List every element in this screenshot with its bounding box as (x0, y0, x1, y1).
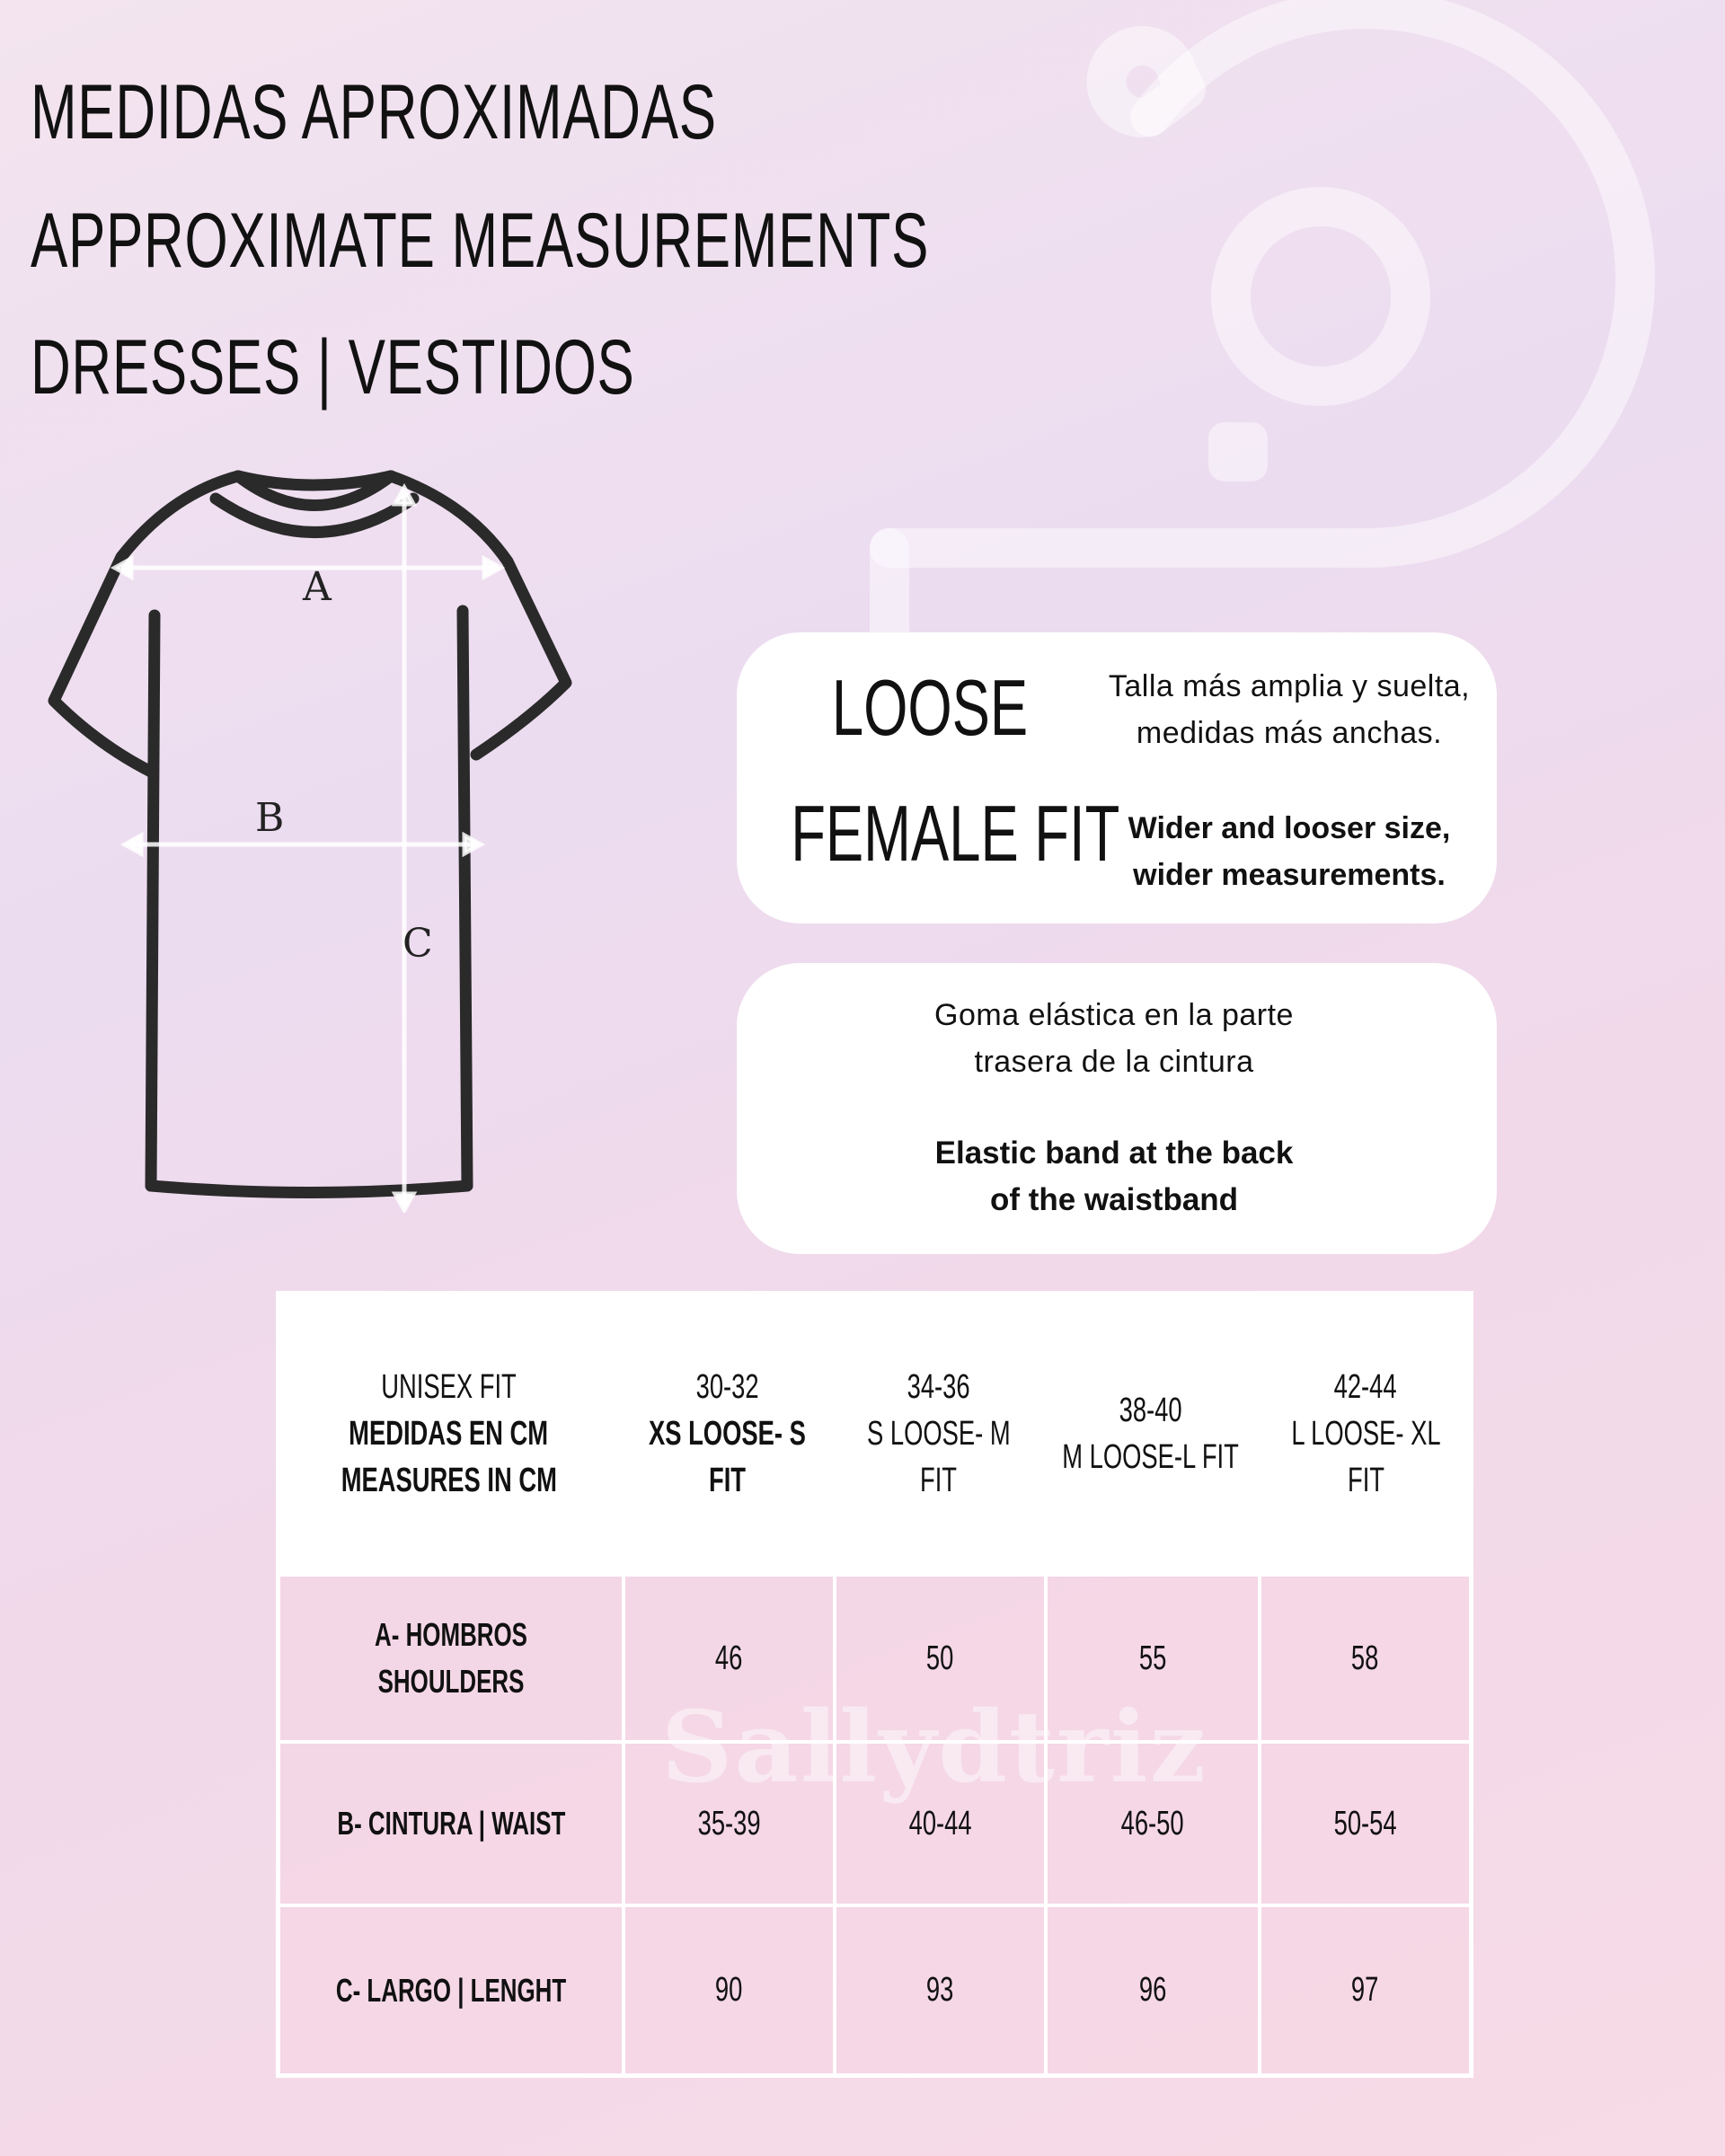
title-spanish: MEDIDAS APROXIMADAS (31, 69, 717, 155)
table-cell: 93 (836, 1907, 1044, 2073)
fit-description-spanish (1087, 663, 1491, 756)
title-english: APPROXIMATE MEASUREMENTS (31, 198, 930, 284)
grid-line (276, 1904, 1473, 1907)
table-cell: 35-39 (625, 1744, 833, 1904)
size-range: 34-36 (907, 1368, 970, 1406)
table-row-label (280, 1577, 622, 1740)
table-cell: 90 (625, 1907, 833, 2073)
size-fit-line1: S LOOSE- M (866, 1415, 1011, 1453)
header-size-col-3 (1044, 1291, 1258, 1577)
fit-title-female-fit: FEMALE FIT (791, 789, 1120, 878)
fit-description-english (1087, 805, 1491, 898)
fit-info-card (737, 632, 1497, 923)
size-fit-line1: L LOOSE- XL (1290, 1415, 1441, 1453)
elastic-description-spanish (737, 992, 1491, 1085)
diagram-label-a: A (303, 564, 332, 610)
table-cell: 50-54 (1261, 1744, 1469, 1904)
row-label-line2: SHOULDERS (377, 1663, 525, 1700)
size-range: 30-32 (695, 1368, 759, 1406)
fit-es-line1: Talla más amplia y suelta, (1108, 669, 1471, 703)
size-fit-line2: FIT (708, 1462, 747, 1499)
row-label-line1: B- CINTURA | WAIST (337, 1805, 565, 1842)
table-cell: 58 (1261, 1577, 1469, 1740)
grid-line (276, 2073, 1473, 2078)
table-cell: 40-44 (836, 1744, 1044, 1904)
elastic-es-line2: trasera de la cintura (974, 1045, 1254, 1079)
header-medidas-en-cm: MEDIDAS EN CM (349, 1415, 549, 1453)
grid-line (833, 1577, 836, 2078)
size-range: 38-40 (1119, 1392, 1182, 1429)
header-measures-in-cm: MEASURES IN CM (341, 1462, 557, 1499)
fit-en-line2: wider measurements. (1133, 858, 1446, 892)
table-row-label (280, 1907, 622, 2073)
title-category: DRESSES | VESTIDOS (31, 324, 635, 411)
fit-title-loose: LOOSE (831, 663, 1029, 752)
elastic-en-line2: of the waistband (989, 1182, 1239, 1217)
header-size-col-1 (622, 1291, 833, 1577)
header-label-cell (276, 1291, 622, 1577)
diagram-label-c: C (402, 921, 433, 967)
elastic-en-line1: Elastic band at the back (934, 1135, 1294, 1171)
elastic-description-english (737, 1130, 1491, 1224)
fit-es-line2: medidas más anchas. (1136, 716, 1443, 750)
size-range: 42-44 (1333, 1368, 1397, 1406)
header-size-col-4 (1258, 1291, 1473, 1577)
grid-line (1258, 1577, 1261, 2078)
table-row-label (280, 1744, 622, 1904)
row-label-line1: C- LARGO | LENGHT (335, 1971, 567, 2009)
table-cell: 55 (1048, 1577, 1258, 1740)
brand-watermark: Sallydtriz (660, 1689, 1208, 1805)
table-cell: 46-50 (1048, 1744, 1258, 1904)
grid-line (1469, 1577, 1473, 2078)
grid-line (276, 1577, 280, 2078)
table-cell: 50 (836, 1577, 1044, 1740)
table-cell: 46 (625, 1577, 833, 1740)
fit-en-line1: Wider and looser size, (1128, 811, 1451, 845)
diagram-label-b: B (255, 795, 285, 841)
grid-line (622, 1577, 625, 2078)
size-fit-line1: XS LOOSE- S (649, 1415, 806, 1453)
header-unisex-fit: UNISEX FIT (381, 1368, 517, 1406)
elastic-es-line1: Goma elástica en la parte (934, 998, 1294, 1032)
elastic-info-card (737, 963, 1497, 1254)
row-label-line1: A- HOMBROS (375, 1616, 527, 1653)
size-fit-line2: FIT (919, 1462, 958, 1499)
table-cell: 96 (1048, 1907, 1258, 2073)
size-table (276, 1291, 1473, 2078)
size-fit-line1: M LOOSE-L FIT (1062, 1438, 1240, 1476)
size-fit-line2: FIT (1347, 1462, 1384, 1499)
table-cell: 97 (1261, 1907, 1469, 2073)
header-size-col-2 (833, 1291, 1044, 1577)
grid-line (1044, 1577, 1048, 2078)
dress-measurement-diagram (45, 467, 584, 1213)
